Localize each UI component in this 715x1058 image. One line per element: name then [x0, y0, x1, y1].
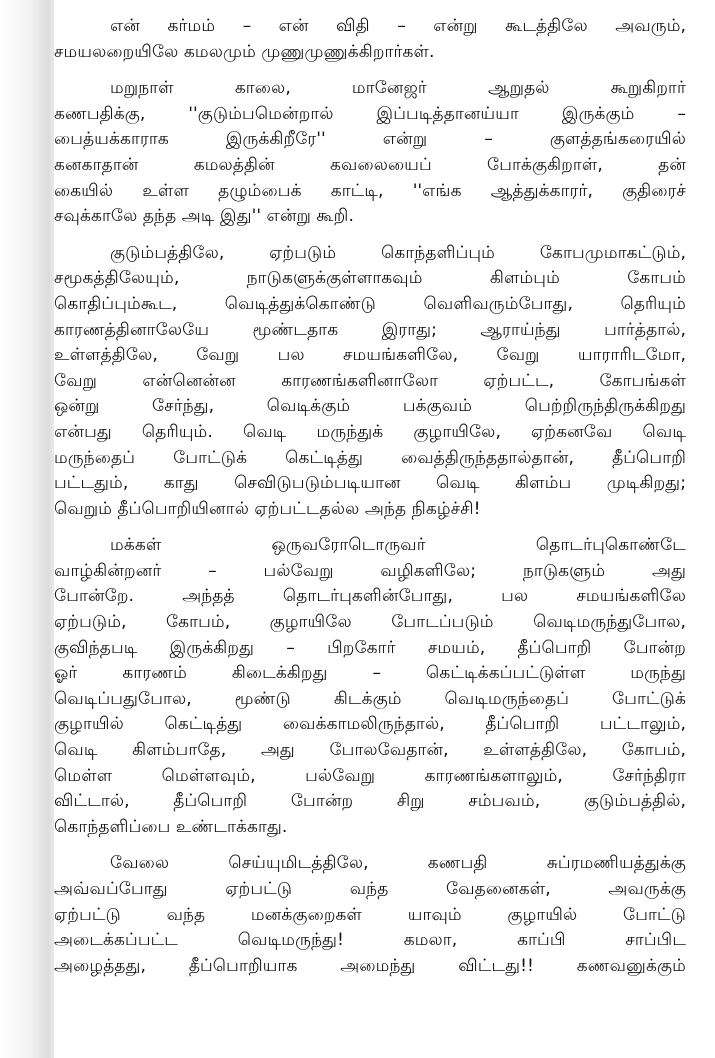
text-line: பட்டதும், காது செவிடுபடும்படியான வெடி கிளம்ப முடிகிறது; [54, 473, 686, 494]
text-line: வெறும் தீப்பொறியினால் ஏற்பட்டதல்ல அந்த நிகழ்ச்சி! [54, 498, 481, 519]
paragraph-2 [54, 76, 686, 230]
text-line: மருந்தைப் போட்டுக் கெட்டித்து வைத்திருந்ததால்தான், தீப்பொறி [54, 447, 686, 468]
text-line: அடைக்கப்பட்ட வெடிமருந்து! கமலா, காப்பி சாப்பிட [54, 930, 686, 951]
text-line: மக்கள் ஒருவரோடொருவர் தொடர்புகொண்டே [110, 535, 686, 556]
paragraph-4 [54, 533, 686, 840]
text-line: என்பது தெரியும். வெடி மருந்துக் குழாயிலே, ஏற்கனவே வெடி [54, 421, 686, 442]
text-line: அழைத்தது, தீப்பொறியாக அமைந்து விட்டது!! கணவனுக்கும் [54, 955, 686, 976]
text-line: பைத்யக்காராக இருக்கிறீரே'' என்று – குளத்தங்கரையில் [54, 129, 686, 150]
scan-shadow-edge [0, 0, 54, 1058]
text-line: மெள்ள மெள்ளவும், பல்வேறு காரணங்களாலும், சேர்ந்திரா [54, 765, 686, 786]
text-line: ஏற்பட்டு வந்த மனக்குறைகள் யாவும் குழாயில் போட்டு [54, 904, 686, 925]
text-line: வெடிப்பதுபோல, மூண்டு கிடக்கும் வெடிமருந்தைப் போட்டுக் [54, 688, 686, 709]
book-page [54, 14, 686, 990]
text-line: கொந்தளிப்பை உண்டாக்காது. [54, 816, 288, 837]
text-line: என் கர்மம் – என் விதி – என்று கூடத்திலே அவரும், [110, 16, 686, 36]
paragraph-3 [54, 241, 686, 523]
text-line: அவ்வப்போது ஏற்பட்டு வந்த வேதனைகள், அவருக்கு [54, 879, 686, 899]
paragraph-5 [54, 851, 686, 979]
text-line: சமூகத்திலேயும், நாடுகளுக்குள்ளாகவும் கிளம்பும் கோபம் [54, 268, 686, 289]
text-line: ஓர் காரணம் கிடைக்கிறது – கெட்டிக்கப்பட்டுள்ள மருந்து [54, 663, 686, 684]
text-line: வேறு என்னென்ன காரணங்களினாலோ ஏற்பட்ட, கோபங்கள் [54, 370, 686, 391]
text-line: கனகாதான் கமலத்தின் கவலையைப் போக்குகிறாள், தன் [54, 154, 686, 175]
text-line: காரணத்தினாலேயே மூண்டதாக இராது; ஆராய்ந்து பார்த்தால், [54, 319, 686, 340]
text-line: கையில் உள்ள தழும்பைக் காட்டி, ''எங்க ஆத்துக்காரர், குதிரைச் [54, 180, 686, 201]
text-line: ஒன்று சேர்ந்து, வெடிக்கும் பக்குவம் பெற்றிருந்திருக்கிறது [54, 396, 686, 417]
text-line: வெடி கிளம்பாதே, அது போலவேதான், உள்ளத்திலே, கோபம், [54, 740, 686, 761]
paragraph-1 [54, 14, 686, 65]
text-line: சமயலறையிலே கமலமும் முணுமுணுக்கிறார்கள். [54, 41, 435, 62]
text-line: விட்டால், தீப்பொறி போன்ற சிறு சம்பவம், குடும்பத்தில், [54, 791, 686, 812]
text-line: குடும்பத்திலே, ஏற்படும் கொந்தளிப்பும் கோபமுமாகட்டும், [110, 242, 686, 263]
text-line: குவிந்தபடி இருக்கிறது – பிறகோர் சமயம், தீப்பொறி போன்ற [54, 637, 686, 658]
text-line: வேலை செய்யுமிடத்திலே, கணபதி சுப்ரமணியத்துக்கு [110, 853, 686, 874]
text-line: கணபதிக்கு, ''குடும்பமென்றால் இப்படித்தானய்யா இருக்கும் – [54, 103, 686, 124]
text-line: போன்றே. அந்தத் தொடர்புகளின்போது, பல சமயங்களிலே [54, 586, 686, 607]
text-line: குழாயில் கெட்டித்து வைக்காமலிருந்தால், தீப்பொறி பட்டாலும், [54, 714, 686, 735]
text-line: உள்ளத்திலே, வேறு பல சமயங்களிலே, வேறு யாராரிடமோ, [54, 345, 686, 366]
text-line: கொதிப்பும்கூட, வெடித்துக்கொண்டு வெளிவரும்போது, தெரியும் [54, 293, 686, 314]
text-line: வாழ்கின்றனர் – பல்வேறு வழிகளிலே; நாடுகளும் அது [54, 560, 686, 581]
text-line: சவுக்காலே தந்த அடி இது'' என்று கூறி. [54, 206, 354, 227]
text-line: மறுநாள் காலை, மானேஜர் ஆறுதல் கூறுகிறார் [110, 78, 686, 99]
text-line: ஏற்படும், கோபம், குழாயிலே போடப்படும் வெடிமருந்துபோல, [54, 612, 686, 633]
